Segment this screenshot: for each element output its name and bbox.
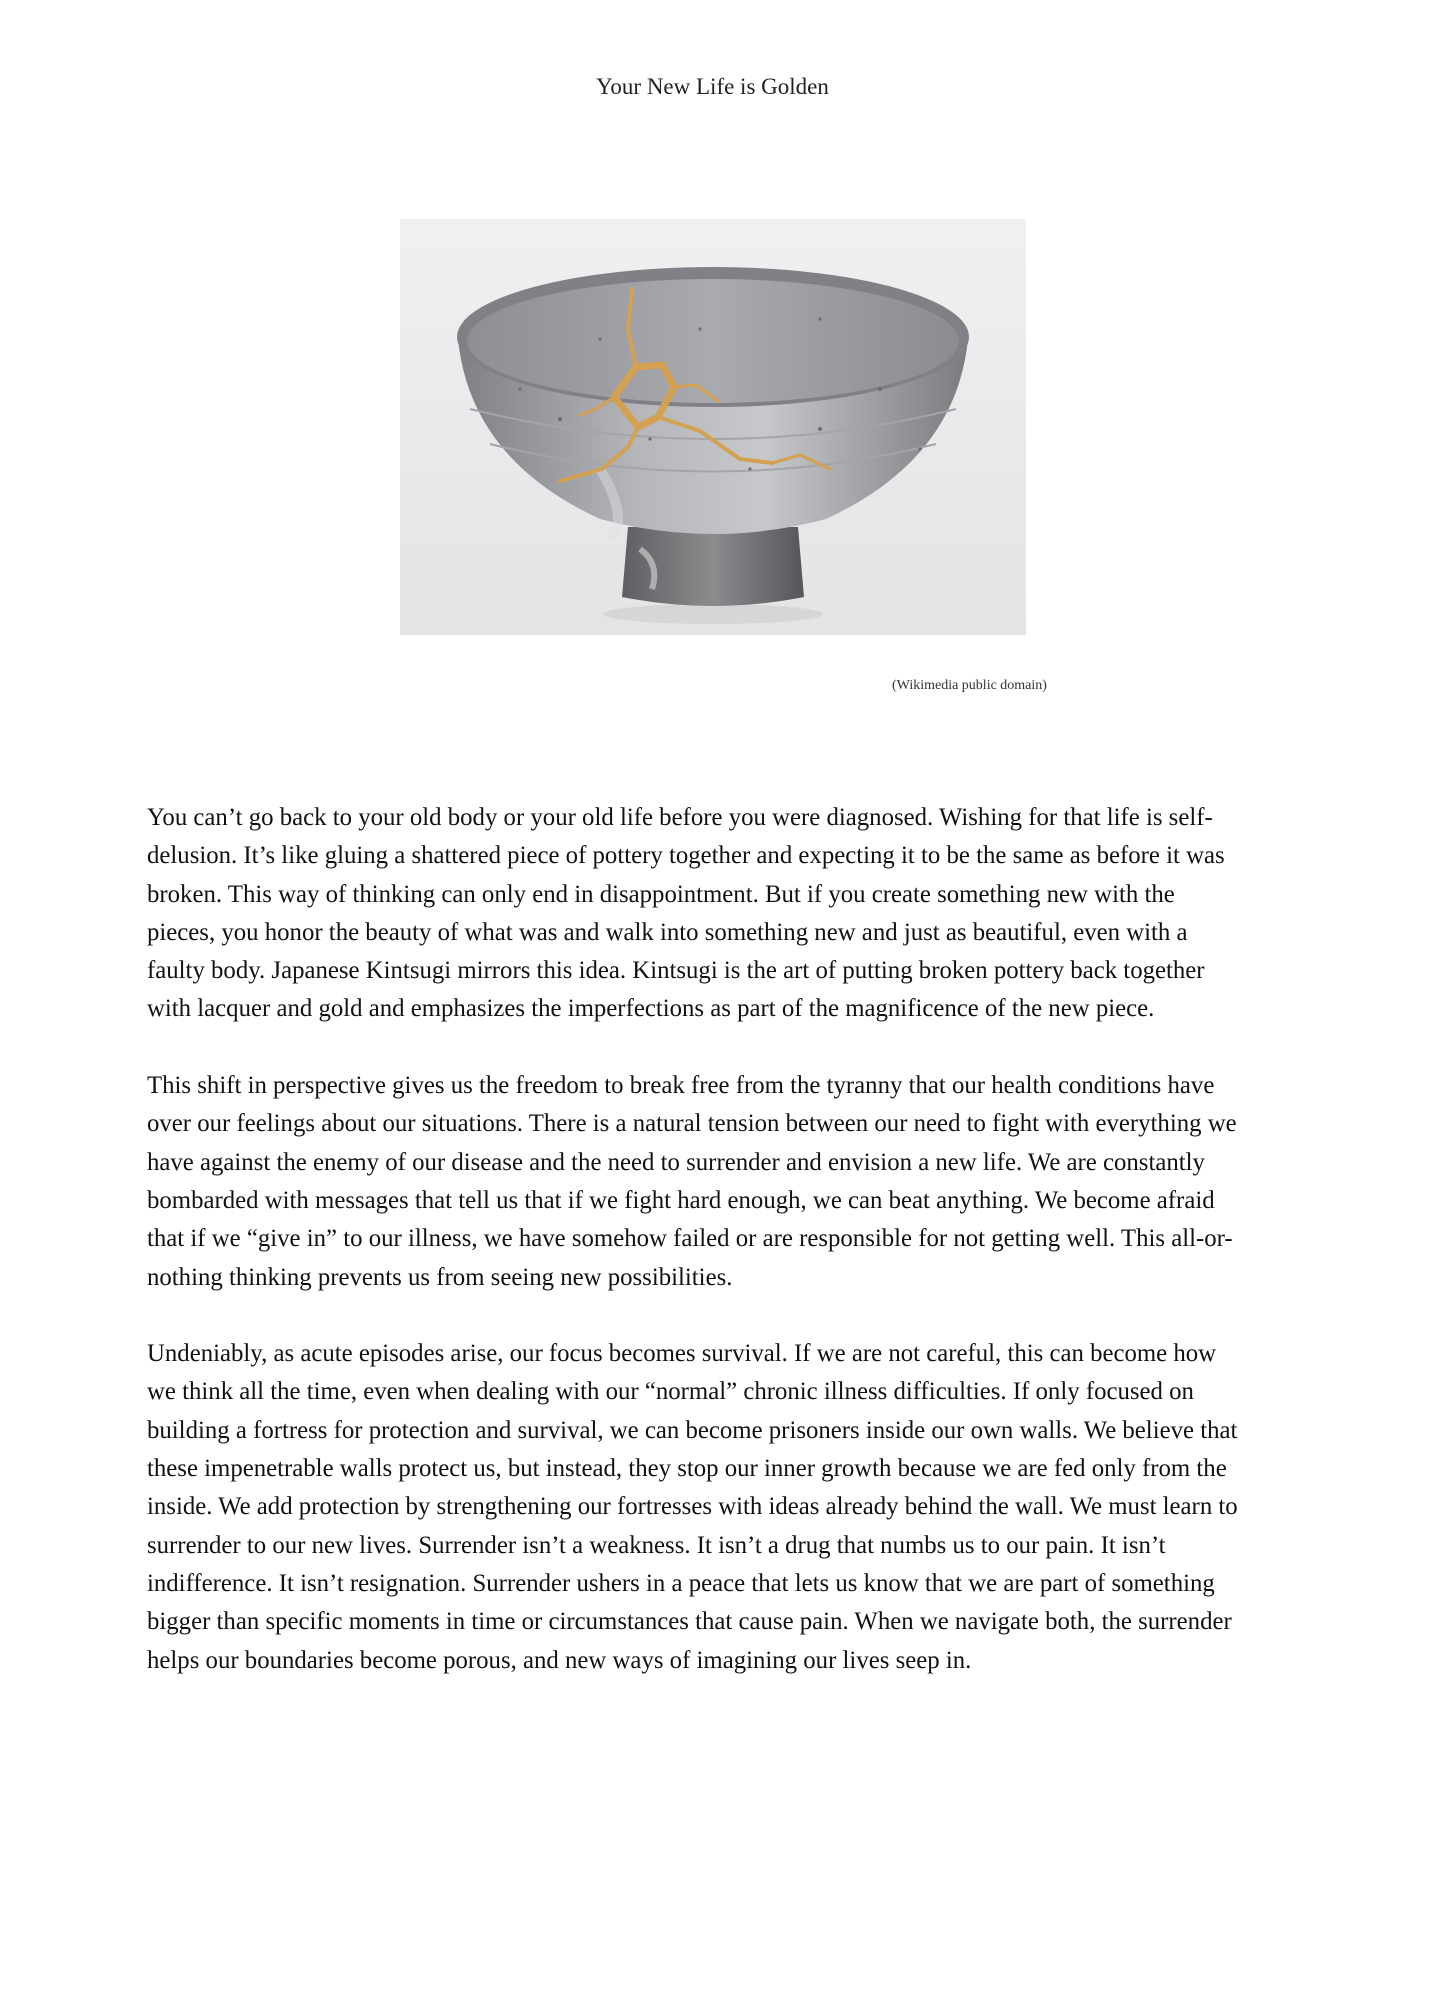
page-header-title: Your New Life is Golden [596,74,829,99]
article-body [147,799,1247,1718]
kintsugi-bowl-image [400,219,1026,635]
paragraph: You can’t go back to your old body or your old life before you were diagnosed. Wishing for that life is self-delusion. It’s like gluing a shattered piece of pottery together and expecting it to be the same as before it was broken. This way of thinking can only end in disappointment. But if you create something new with the pieces, you honor the beauty of what was and walk into something new and just as beautiful, even with a faulty body. Japanese Kintsugi mirrors this idea. Kintsugi is the art of putting broken pottery back together with lacquer and gold and emphasizes the imperfections as part of the magnificence of the new piece. [147,804,1225,1023]
paragraph: Undeniably, as acute episodes arise, our focus becomes survival. If we are not careful, this can become how we think all the time, even when dealing with our “normal” chronic illness difficulties. If only focused on building a fortress for protection and survival, we can become prisoners inside our own walls. We believe that these impenetrable walls protect us, but instead, they stop our inner growth because we are fed only from the inside. We add protection by strengthening our fortresses with ideas already behind the wall. We must learn to surrender to our new lives. Surrender isn’t a weakness. It isn’t a drug that numbs us to our pain. It isn’t indifference. It isn’t resignation. Surrender ushers in a peace that lets us know that we are part of something bigger than specific moments in time or circumstances that cause pain. When we navigate both, the surrender helps our boundaries become porous, and new ways of imagining our lives seep in. [147,1340,1238,1674]
image-caption: (Wikimedia public domain) [892,678,1047,693]
paragraph: This shift in perspective gives us the freedom to break free from the tyranny that our health conditions have over our feelings about our situations. There is a natural tension between our need to fight with everything we have against the enemy of our disease and the need to surrender and envision a new life. We are constantly bombarded with messages that tell us that if we fight hard enough, we can beat anything. We become afraid that if we “give in” to our illness, we have somehow failed or are responsible for not getting well. This all-or-nothing thinking prevents us from seeing new possibilities. [147,1072,1237,1291]
